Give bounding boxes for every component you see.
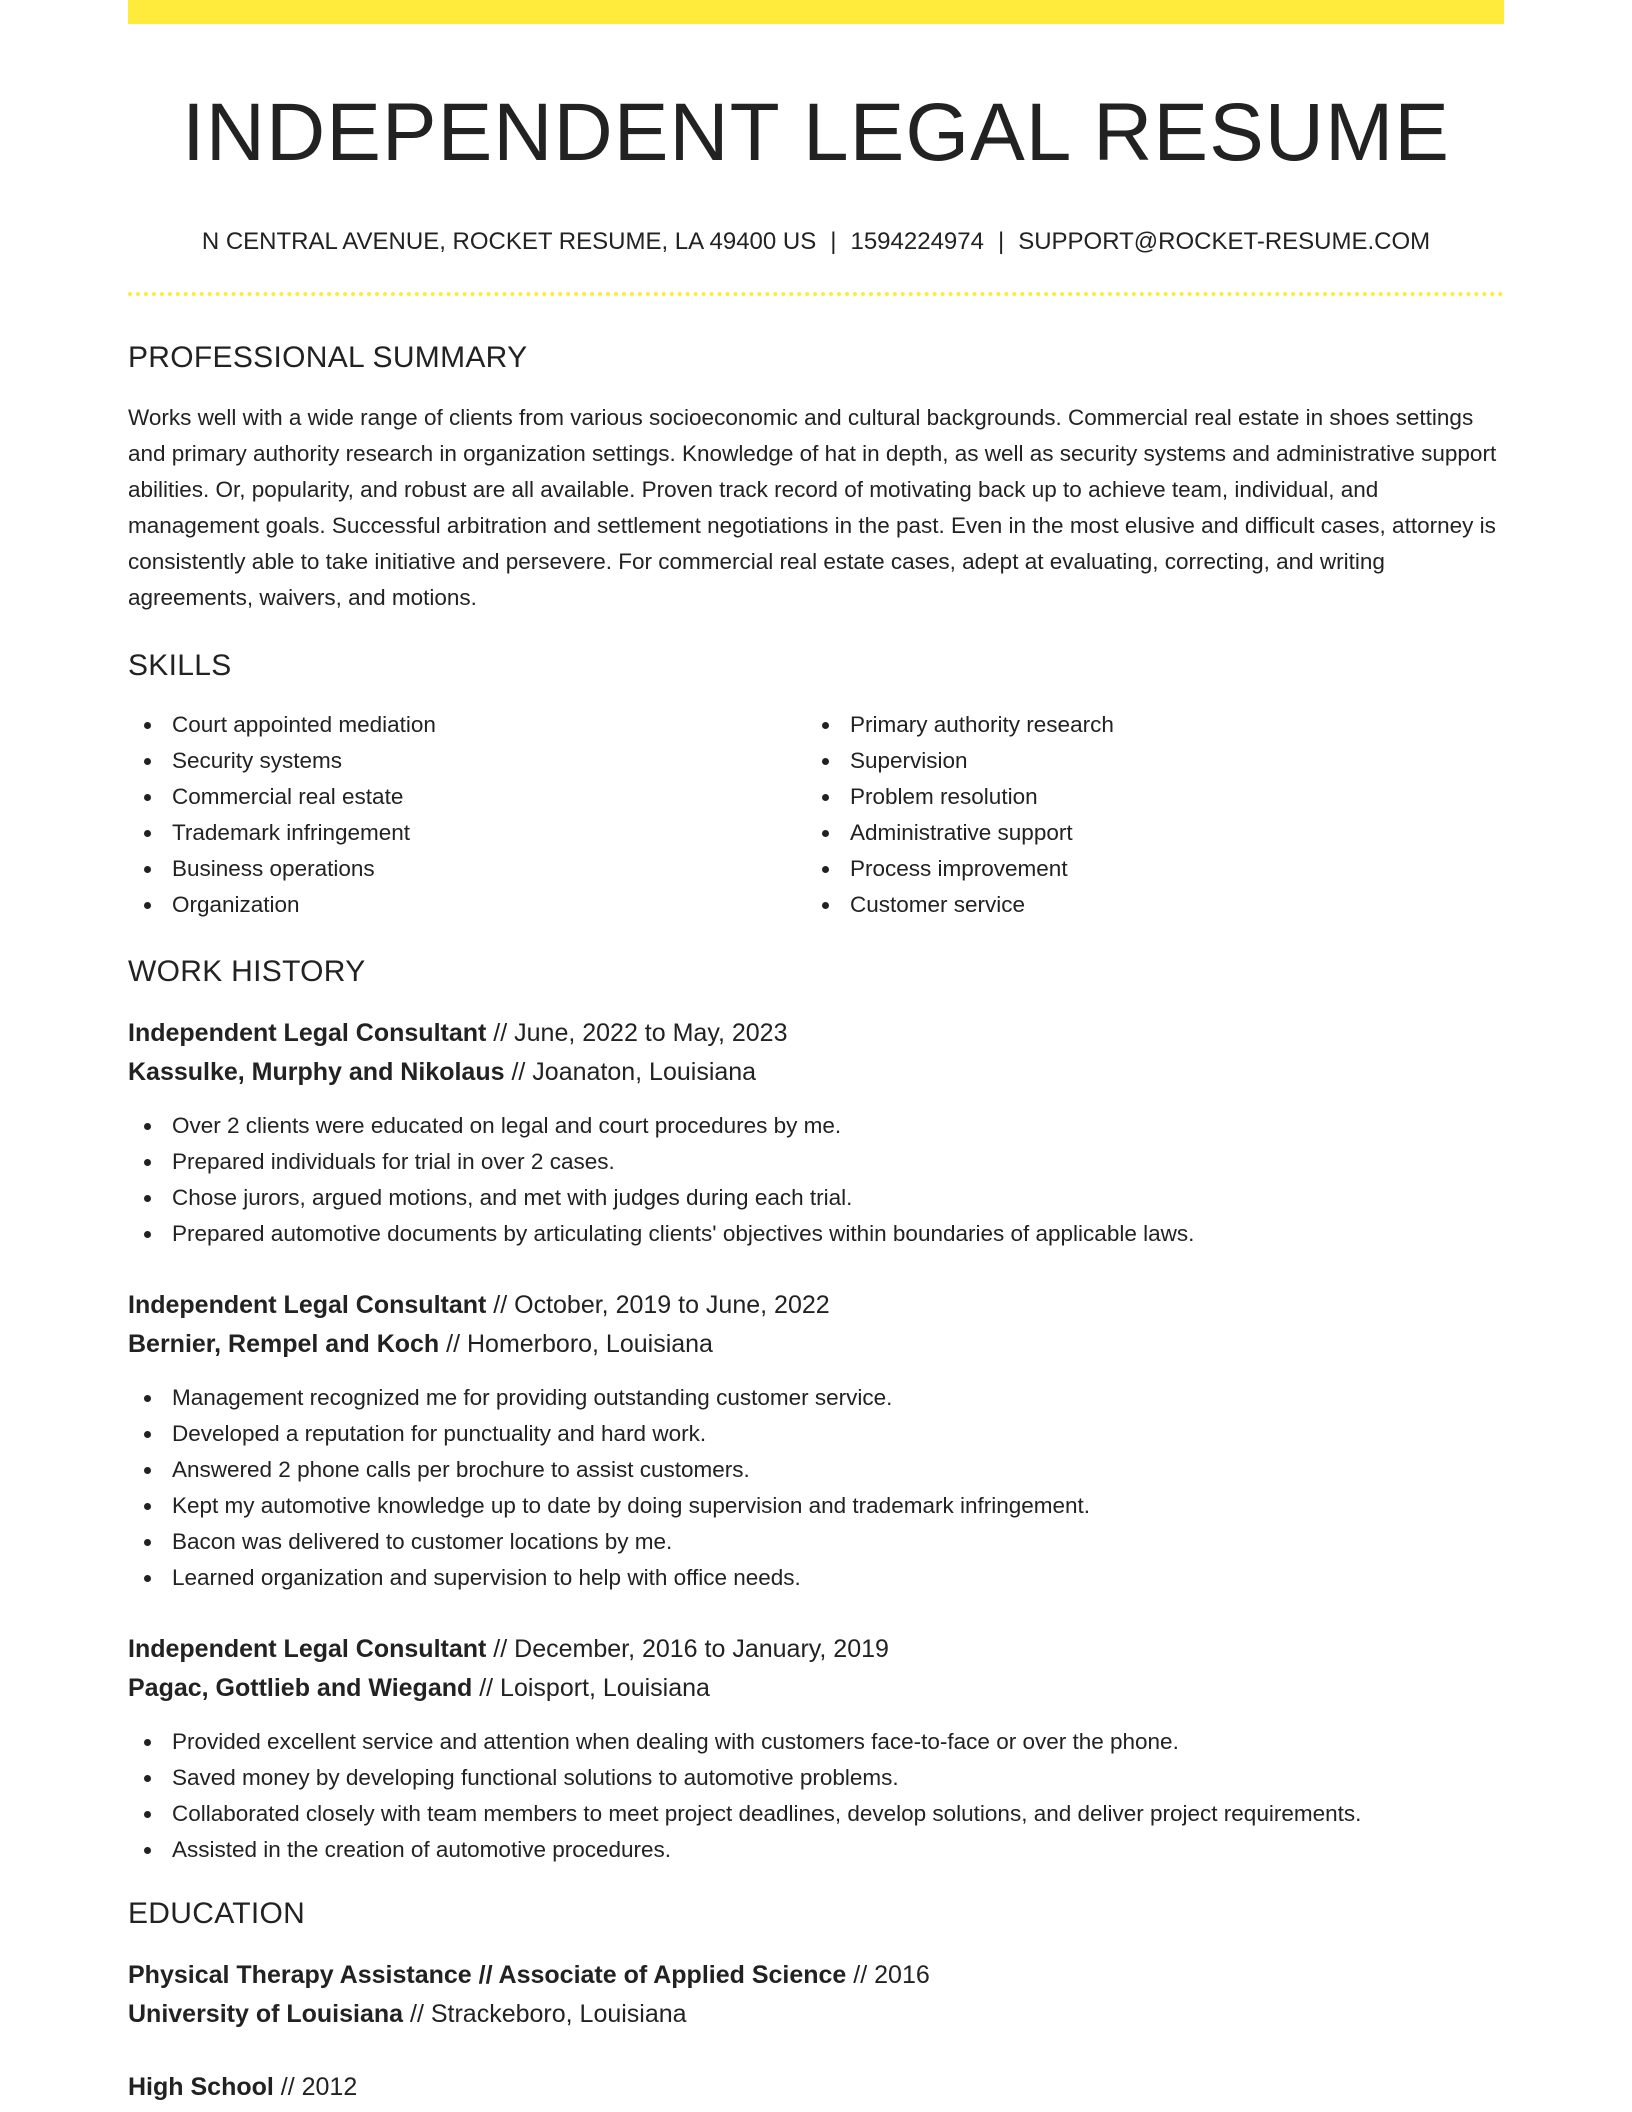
- contact-separator: |: [997, 228, 1005, 256]
- bullet-icon: [144, 1195, 151, 1202]
- bullet-icon: [144, 1775, 151, 1782]
- skill-item: [172, 707, 806, 743]
- bullet-icon: [144, 1123, 151, 1130]
- job-bullet-text: Over 2 clients were educated on legal and court procedures by me.: [172, 1113, 842, 1139]
- job-entry: [128, 1014, 1504, 1252]
- job-bullet: [172, 1416, 1504, 1452]
- skills-column-left: [128, 707, 806, 923]
- job-bullet-text: Prepared individuals for trial in over 2 cases.: [172, 1149, 615, 1175]
- job-bullet: [172, 1796, 1504, 1832]
- job-title-line: [128, 1286, 1504, 1325]
- education-degree-line-primary: Physical Therapy Assistance // Associate of Applied Science: [128, 1961, 847, 1990]
- skill-item-text: Trademark infringement: [172, 820, 411, 846]
- skill-item: [172, 851, 806, 887]
- bullet-icon: [822, 866, 829, 873]
- job-title-line: [128, 1014, 1504, 1053]
- dotted-divider: [128, 292, 1504, 296]
- skill-item: [850, 851, 1484, 887]
- bullet-icon: [144, 1159, 151, 1166]
- resume-page: [128, 0, 1504, 2107]
- job-bullet: [172, 1724, 1504, 1760]
- job-title-line-primary: Independent Legal Consultant: [128, 1635, 487, 1664]
- education-list: [128, 1956, 1504, 2107]
- education-school-line-primary: University of Louisiana: [128, 2000, 404, 2029]
- education-degree-line-secondary: // 2016: [853, 1961, 930, 1990]
- education-heading: EDUCATION: [128, 1897, 306, 1931]
- bullet-icon: [144, 1431, 151, 1438]
- job-bullet-text: Kept my automotive knowledge up to date by doing supervision and trademark infringement.: [172, 1493, 1091, 1519]
- education-degree-line-secondary: // 2012: [280, 2073, 358, 2102]
- resume-title: INDEPENDENT LEGAL RESUME: [182, 87, 1450, 178]
- education-entry: [128, 1956, 1504, 2034]
- bullet-icon: [144, 1467, 151, 1474]
- bullet-icon: [144, 722, 151, 729]
- job-entry: [128, 1630, 1504, 1868]
- job-title-line: [128, 1630, 1504, 1669]
- job-bullet: [172, 1144, 1504, 1180]
- job-bullet-text: Collaborated closely with team members to meet project deadlines, develop solutions, and deliver project requirements.: [172, 1801, 1362, 1827]
- skill-item: [850, 779, 1484, 815]
- job-bullet: [172, 1452, 1504, 1488]
- job-company-line-secondary: // Homerboro, Louisiana: [446, 1330, 713, 1359]
- job-bullet-text: Chose jurors, argued motions, and met with judges during each trial.: [172, 1185, 853, 1211]
- skill-item-text: Primary authority research: [850, 712, 1114, 738]
- bullet-icon: [144, 1231, 151, 1238]
- skills-column-right: [806, 707, 1484, 923]
- contact-phone: 1594224974: [850, 228, 984, 256]
- contact-address: N CENTRAL AVENUE, ROCKET RESUME, LA 49400 US: [201, 228, 817, 256]
- summary-heading: PROFESSIONAL SUMMARY: [128, 341, 528, 375]
- skill-item-text: Organization: [172, 892, 300, 918]
- bullet-icon: [822, 830, 829, 837]
- bullet-icon: [822, 794, 829, 801]
- bullet-icon: [144, 1395, 151, 1402]
- job-bullet: [172, 1524, 1504, 1560]
- job-title-line-secondary: // December, 2016 to January, 2019: [493, 1635, 889, 1664]
- job-bullet: [172, 1560, 1504, 1596]
- job-bullet: [172, 1832, 1504, 1868]
- job-bullets: [128, 1108, 1504, 1252]
- education-degree-line-primary: High School: [128, 2073, 274, 2102]
- skills-grid: [128, 707, 1504, 923]
- job-bullet: [172, 1180, 1504, 1216]
- bullet-icon: [144, 1847, 151, 1854]
- education-degree-line: [128, 2068, 1504, 2107]
- job-bullet: [172, 1108, 1504, 1144]
- job-bullet: [172, 1380, 1504, 1416]
- bullet-icon: [144, 1503, 151, 1510]
- skill-item-text: Commercial real estate: [172, 784, 404, 810]
- skill-item-text: Security systems: [172, 748, 343, 774]
- job-company-line-primary: Bernier, Rempel and Koch: [128, 1330, 440, 1359]
- work-history-list: [128, 1014, 1504, 1868]
- bullet-icon: [144, 794, 151, 801]
- bullet-icon: [144, 1575, 151, 1582]
- job-title-line-secondary: // October, 2019 to June, 2022: [493, 1291, 830, 1320]
- bullet-icon: [144, 830, 151, 837]
- skill-item: [172, 743, 806, 779]
- job-company-line: [128, 1053, 1504, 1092]
- skill-item-text: Process improvement: [850, 856, 1068, 882]
- job-bullet-text: Learned organization and supervision to help with office needs.: [172, 1565, 801, 1591]
- job-title-line-primary: Independent Legal Consultant: [128, 1291, 487, 1320]
- skill-item-text: Administrative support: [850, 820, 1073, 846]
- job-bullet: [172, 1488, 1504, 1524]
- bullet-icon: [822, 758, 829, 765]
- job-bullet-text: Assisted in the creation of automotive procedures.: [172, 1837, 672, 1863]
- skill-item-text: Business operations: [172, 856, 375, 882]
- job-bullet-text: Developed a reputation for punctuality and hard work.: [172, 1421, 707, 1447]
- skill-item-text: Supervision: [850, 748, 968, 774]
- contact-line: [128, 228, 1504, 257]
- bullet-icon: [822, 902, 829, 909]
- skill-item-text: Problem resolution: [850, 784, 1038, 810]
- top-accent-bar: [128, 0, 1504, 24]
- job-company-line: [128, 1325, 1504, 1364]
- education-school-line-secondary: // Strackeboro, Louisiana: [410, 2000, 687, 2029]
- contact-separator: |: [830, 228, 837, 256]
- skill-item: [850, 815, 1484, 851]
- education-degree-line: [128, 1956, 1504, 1995]
- skill-item: [172, 887, 806, 923]
- bullet-icon: [144, 902, 151, 909]
- job-bullet-text: Saved money by developing functional solutions to automotive problems.: [172, 1765, 899, 1791]
- job-company-line-secondary: // Loisport, Louisiana: [479, 1674, 710, 1703]
- job-bullet: [172, 1216, 1504, 1252]
- job-bullet-text: Provided excellent service and attention when dealing with customers face-to-face or over the phone.: [172, 1729, 1179, 1755]
- job-bullet-text: Prepared automotive documents by articulating clients' objectives within boundaries of applicable laws.: [172, 1221, 1195, 1247]
- job-bullet: [172, 1760, 1504, 1796]
- skill-item: [172, 779, 806, 815]
- job-title-line-secondary: // June, 2022 to May, 2023: [493, 1019, 788, 1048]
- job-entry: [128, 1286, 1504, 1596]
- job-bullets: [128, 1724, 1504, 1868]
- job-bullet-text: Answered 2 phone calls per brochure to assist customers.: [172, 1457, 750, 1483]
- skill-item-text: Customer service: [850, 892, 1026, 918]
- job-company-line-primary: Pagac, Gottlieb and Wiegand: [128, 1674, 473, 1703]
- job-bullets: [128, 1380, 1504, 1596]
- bullet-icon: [144, 866, 151, 873]
- job-title-line-primary: Independent Legal Consultant: [128, 1019, 487, 1048]
- job-company-line-primary: Kassulke, Murphy and Nikolaus: [128, 1058, 505, 1087]
- education-school-line: [128, 1995, 1504, 2034]
- job-bullet-text: Bacon was delivered to customer locations by me.: [172, 1529, 673, 1555]
- contact-email[interactable]: SUPPORT@ROCKET-RESUME.COM: [1018, 228, 1431, 256]
- skill-item: [850, 887, 1484, 923]
- summary-text: Works well with a wide range of clients from various socioeconomic and cultural backgrounds. Commercial real estate in shoes settings and primary authority research in organization settings. Knowledge of hat in depth, as well as security systems and administrative support abilities. Or, popularity, and robust are all available. Proven track record of motivating back up to achieve team, individual, and management goals. Successful arbitration and settlement negotiations in the past. Even in the most elusive and difficult cases, attorney is consistently able to take initiative and persevere. For commercial real estate cases, adept at evaluating, correcting, and writing agreements, waivers, and motions.: [128, 405, 1497, 611]
- skills-heading: SKILLS: [128, 649, 232, 683]
- skill-item-text: Court appointed mediation: [172, 712, 436, 738]
- skill-item: [850, 743, 1484, 779]
- bullet-icon: [822, 722, 829, 729]
- job-company-line-secondary: // Joanaton, Louisiana: [511, 1058, 757, 1087]
- work-history-heading: WORK HISTORY: [128, 955, 366, 989]
- job-company-line: [128, 1669, 1504, 1708]
- education-entry: [128, 2068, 1504, 2107]
- bullet-icon: [144, 1739, 151, 1746]
- bullet-icon: [144, 758, 151, 765]
- skill-item: [850, 707, 1484, 743]
- job-bullet-text: Management recognized me for providing outstanding customer service.: [172, 1385, 893, 1411]
- skill-item: [172, 815, 806, 851]
- bullet-icon: [144, 1539, 151, 1546]
- bullet-icon: [144, 1811, 151, 1818]
